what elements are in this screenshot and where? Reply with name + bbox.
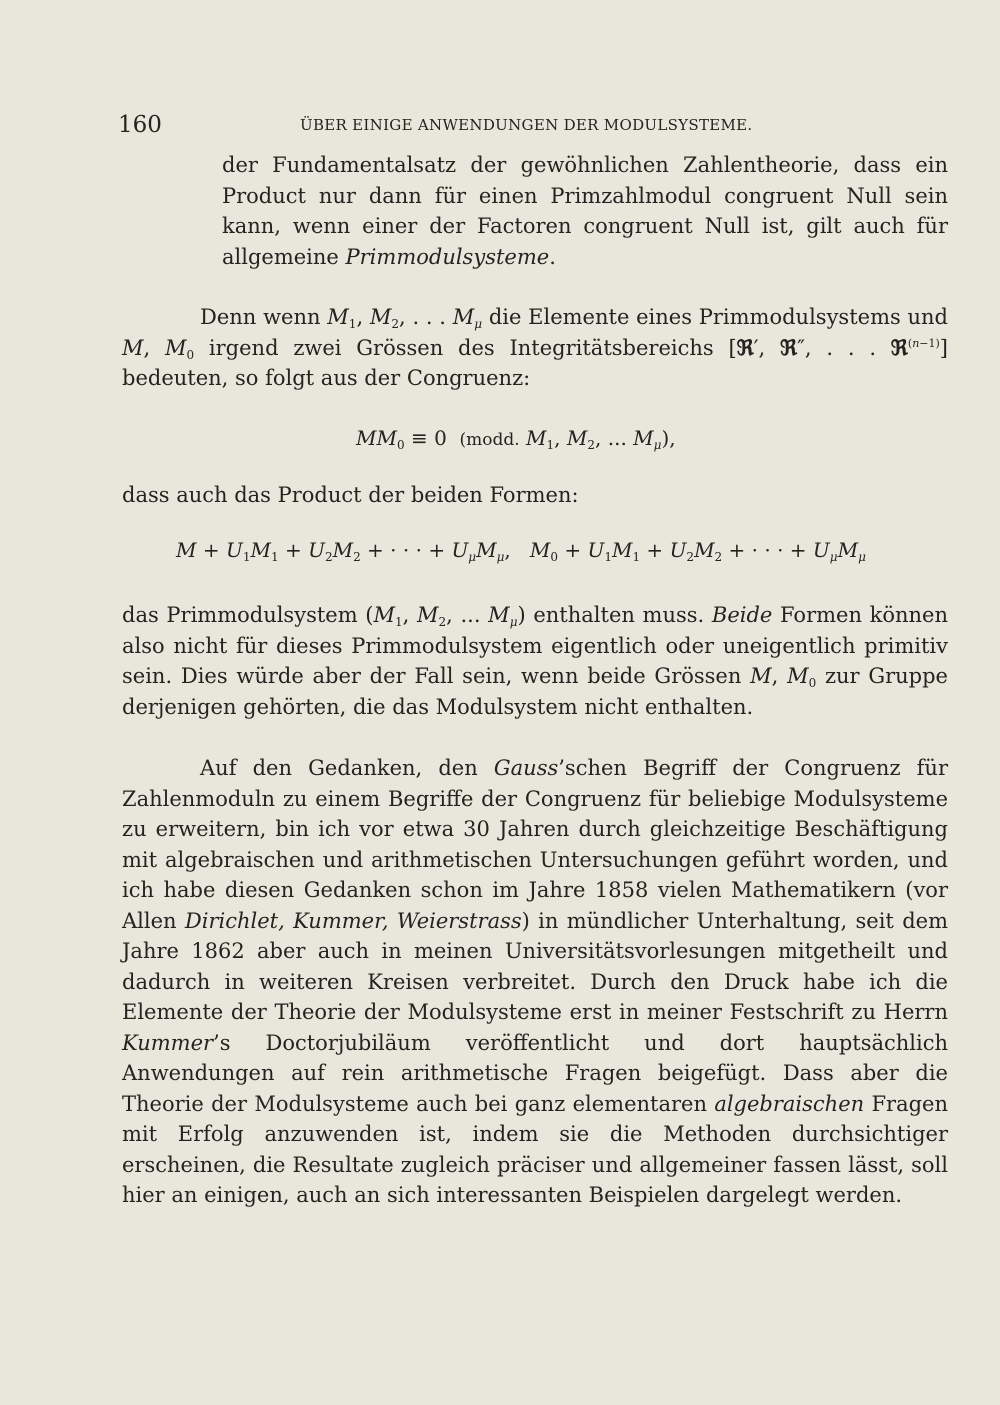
page-header bbox=[118, 112, 948, 148]
running-head: ÜBER EINIGE ANWENDUNGEN DER MODULSYSTEME. bbox=[300, 116, 753, 134]
paragraph-1: der Fundamentalsatz der gewöhnlichen Zahlentheorie, dass ein Product nur dann für einen Primzahlmodul congruent Null sein kann, wenn einer der Factoren congruent Null ist, gilt auch für allgemeine Primmodulsysteme. bbox=[222, 153, 948, 269]
congruence-formula: $MM_0 \equiv 0$ (modd. $M_1$, $M_2$, ... $M_\mu$), bbox=[356, 426, 676, 452]
paragraph-3: dass auch das Product der beiden Formen: bbox=[122, 483, 579, 507]
paragraph-4: das Primmodulsystem ($M_1$, $M_2$, ... $M_\mu$) enthalten muss. Beide Formen können also nicht für dieses Primmodulsystem eigentlich oder uneigentlich primitiv sein. Dies würde aber der Fall sein, wenn beide Grössen M, $M_0$ zur Gruppe derjenigen gehörten, die das Modulsystem nicht enthalten. bbox=[122, 603, 948, 719]
forms-formula: $M + U_1M_1 + U_2M_2$ + · · · + $U_\mu M_\mu$, $M_0 + U_1M_1 + U_2M_2$ + · · · + $U_\mu M_\mu$ bbox=[176, 538, 866, 564]
paragraph-5: Auf den Gedanken, den Gauss’schen Begriff der Congruenz für Zahlenmoduln zu einem Begriffe der Congruenz für beliebige Modulsysteme zu erweitern, bin ich vor etwa 30 Jahren durch gleichzeitige Beschäftigung mit algebraischen und arithmetischen Untersuchungen geführt worden, und ich habe diesen Gedanken schon im Jahre 1858 vielen Mathematikern (vor Allen Dirichlet, Kummer, Weierstrass) in mündlicher Unterhaltung, seit dem Jahre 1862 aber auch in meinen Universitätsvorlesungen mitgetheilt und dadurch in weiteren Kreisen verbreitet. Durch den Druck habe ich die Elemente der Theorie der Modulsysteme erst in meiner Festschrift zu Herrn Kummer’s Doctorjubiläum veröffentlicht und dort hauptsächlich Anwendungen auf rein arithmetische Fragen beigefügt. Dass aber die Theorie der Modulsysteme auch bei ganz elementaren algebraischen Fragen mit Erfolg anzuwenden ist, indem sie die Methoden durchsichtiger erscheinen, die Resultate zugleich präciser und allgemeiner fassen lässt, soll hier an einigen, auch an sich interessanten Beispielen dargelegt werden. bbox=[122, 756, 949, 1207]
page-number: 160 bbox=[118, 112, 162, 138]
paragraph-2: Denn wenn $M_1$, $M_2$, . . . $M_\mu$ die Elemente eines Primmodulsystems und M, $M_0$ irgend zwei Grössen des Integritätsbereichs [ℜ′, ℜ″, . . . ℜ$^{(n-1)}$] bedeuten, so folgt aus der Congruenz: bbox=[122, 305, 949, 390]
